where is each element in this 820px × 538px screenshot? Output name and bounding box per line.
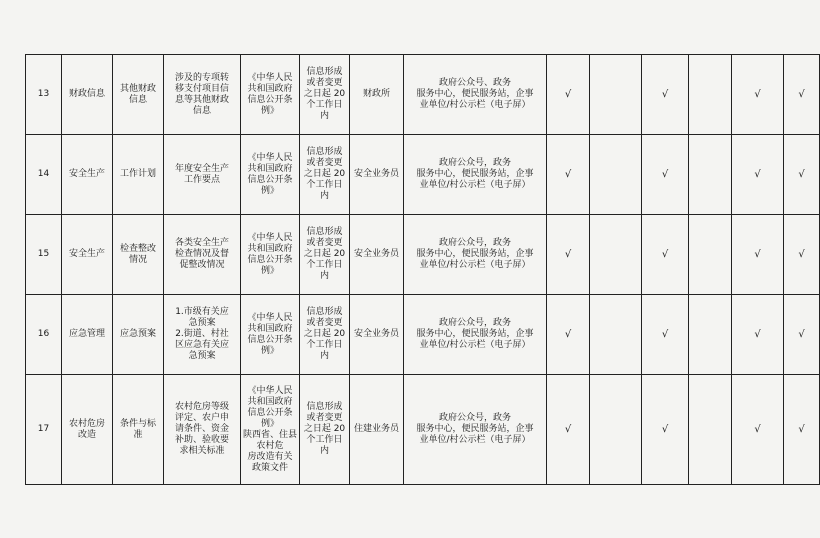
- subject-cell: 安全业务员: [350, 215, 404, 295]
- time-limit-cell: 信息形成 或者变更 之日起 20 个工作日 内: [300, 375, 350, 485]
- table-row: [26, 135, 820, 215]
- check-cell: √: [642, 135, 689, 215]
- check-cell: √: [732, 375, 784, 485]
- check-cell: [689, 295, 732, 375]
- channel-cell: 政府公众号，政务 服务中心，便民服务站，企事 业单位/村公示栏（电子屏）: [404, 295, 547, 375]
- basis-cell: 《中华人民 共和国政府 信息公开条 例》: [241, 215, 300, 295]
- subject-cell: 财政所: [350, 55, 404, 135]
- item-cell: 条件与标 准: [113, 375, 164, 485]
- check-cell: [689, 375, 732, 485]
- check-cell: [590, 295, 642, 375]
- check-cell: √: [547, 55, 590, 135]
- basis-cell: 《中华人民 共和国政府 信息公开条 例》: [241, 55, 300, 135]
- category-cell: 财政信息: [62, 55, 113, 135]
- row-number: 16: [26, 295, 62, 375]
- check-cell: √: [642, 215, 689, 295]
- subject-cell: 安全业务员: [350, 135, 404, 215]
- item-cell: 工作计划: [113, 135, 164, 215]
- check-cell: √: [547, 215, 590, 295]
- check-cell: √: [784, 295, 820, 375]
- time-limit-cell: 信息形成 或者变更 之日起 20 个工作日 内: [300, 135, 350, 215]
- time-limit-cell: 信息形成 或者变更 之日起 20 个工作日 内: [300, 55, 350, 135]
- table-row: [26, 55, 820, 135]
- category-cell: 安全生产: [62, 135, 113, 215]
- check-cell: √: [732, 55, 784, 135]
- subject-cell: 安全业务员: [350, 295, 404, 375]
- row-number: 14: [26, 135, 62, 215]
- channel-cell: 政府公众号，政务 服务中心，便民服务站，企事 业单位/村公示栏（电子屏）: [404, 135, 547, 215]
- check-cell: [689, 55, 732, 135]
- table-row: [26, 215, 820, 295]
- check-cell: [590, 215, 642, 295]
- channel-cell: 政府公众号，政务 服务中心，便民服务站，企事 业单位/村公示栏（电子屏）: [404, 215, 547, 295]
- row-number: 13: [26, 55, 62, 135]
- table-row: [26, 375, 820, 485]
- category-cell: 应急管理: [62, 295, 113, 375]
- basis-cell: 《中华人民 共和国政府 信息公开条 例》: [241, 135, 300, 215]
- check-cell: √: [547, 375, 590, 485]
- item-cell: 应急预案: [113, 295, 164, 375]
- content-cell: 农村危房等级 评定、农户申 请条件、资金 补助、验收要 求相关标准: [164, 375, 241, 485]
- check-cell: √: [784, 135, 820, 215]
- check-cell: √: [784, 375, 820, 485]
- time-limit-cell: 信息形成 或者变更 之日起 20 个工作日 内: [300, 215, 350, 295]
- check-cell: √: [642, 55, 689, 135]
- category-cell: 安全生产: [62, 215, 113, 295]
- check-cell: [689, 135, 732, 215]
- content-cell: 各类安全生产 检查情况及督 促整改情况: [164, 215, 241, 295]
- basis-cell: 《中华人民 共和国政府 信息公开条 例》: [241, 295, 300, 375]
- check-cell: √: [732, 215, 784, 295]
- check-cell: √: [732, 135, 784, 215]
- check-cell: [590, 375, 642, 485]
- check-cell: [689, 215, 732, 295]
- channel-cell: 政府公众号、政务 服务中心，便民服务站，企事 业单位/村公示栏（电子屏）: [404, 55, 547, 135]
- check-cell: √: [642, 375, 689, 485]
- disclosure-table: [25, 54, 820, 485]
- row-number: 15: [26, 215, 62, 295]
- check-cell: √: [784, 55, 820, 135]
- content-cell: 涉及的专项转 移支付项目信 息等其他财政 信息: [164, 55, 241, 135]
- check-cell: √: [642, 295, 689, 375]
- basis-cell: 《中华人民 共和国政府 信息公开条 例》 陕西省、住县 农村危 房改造有关 政策文件: [241, 375, 300, 485]
- category-cell: 农村危房 改造: [62, 375, 113, 485]
- content-cell: 年度安全生产 工作要点: [164, 135, 241, 215]
- content-cell: 1.市级有关应 急预案 2.街道、村社 区应急有关应 急预案: [164, 295, 241, 375]
- check-cell: √: [547, 295, 590, 375]
- subject-cell: 住建业务员: [350, 375, 404, 485]
- check-cell: [590, 135, 642, 215]
- row-number: 17: [26, 375, 62, 485]
- table-row: [26, 295, 820, 375]
- channel-cell: 政府公众号，政务 服务中心，便民服务站，企事 业单位/村公示栏（电子屏）: [404, 375, 547, 485]
- check-cell: √: [547, 135, 590, 215]
- time-limit-cell: 信息形成 或者变更 之日起 20 个工作日 内: [300, 295, 350, 375]
- check-cell: [590, 55, 642, 135]
- item-cell: 其他财政 信息: [113, 55, 164, 135]
- item-cell: 检查整改 情况: [113, 215, 164, 295]
- check-cell: √: [732, 295, 784, 375]
- check-cell: √: [784, 215, 820, 295]
